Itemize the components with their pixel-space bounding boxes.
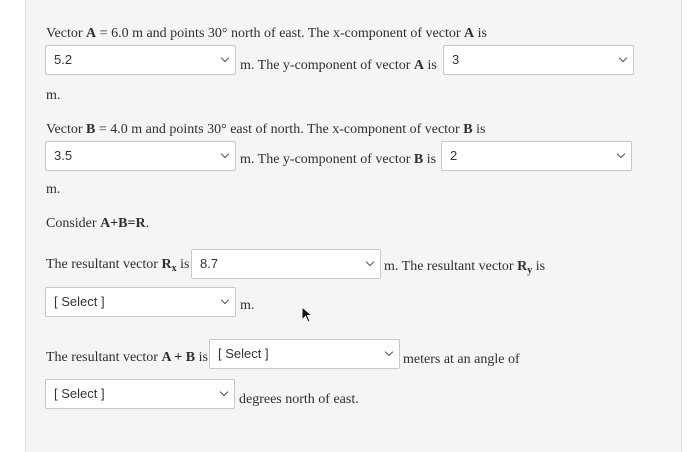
q2-lead: Vector xyxy=(46,122,83,137)
q1-lead: Vector xyxy=(46,26,83,41)
q2-mid-text: m. The y-component of vector xyxy=(240,152,411,167)
q2-y-value: 2 xyxy=(450,148,458,163)
q3-ry-dropdown[interactable] xyxy=(45,287,236,317)
q3-rx-lead: The resultant vector xyxy=(46,257,158,272)
q4-mid: meters at an angle of xyxy=(403,352,520,367)
q3-ry-tail: is xyxy=(535,259,546,274)
q4-unit: degrees north of east. xyxy=(239,392,359,407)
q4-angle-dropdown[interactable] xyxy=(45,379,235,409)
q1-mid xyxy=(240,57,437,74)
q1-statement xyxy=(46,25,487,42)
q2-x-dropdown[interactable] xyxy=(45,141,236,171)
q3-rx-value: 8.7 xyxy=(200,256,219,271)
q2-mid xyxy=(240,151,436,168)
q2-statement xyxy=(46,121,485,138)
q1-tail-2: is xyxy=(427,58,437,73)
consider-line xyxy=(46,215,149,232)
q4-magnitude-value: [ Select ] xyxy=(218,346,269,361)
q3-rx-vector: R xyxy=(161,257,172,272)
q2-x-value: 3.5 xyxy=(54,148,73,163)
q3-rx-tail: is xyxy=(180,257,190,272)
q3-rx-subscript: x xyxy=(171,263,177,274)
consider-lead: Consider xyxy=(46,216,97,231)
q3-ry-label xyxy=(384,258,545,279)
q1-vector-3: A xyxy=(413,58,425,73)
q1-y-value: 3 xyxy=(452,52,460,67)
chevron-down-icon xyxy=(221,296,229,304)
q3-ry-vector: R xyxy=(517,259,528,274)
q1-x-value: 5.2 xyxy=(54,52,73,67)
q3-rx-dropdown[interactable] xyxy=(191,249,381,279)
q2-vector-3: B xyxy=(413,152,424,167)
q1-mid-text: m. The y-component of vector xyxy=(240,58,411,73)
q1-x-dropdown[interactable] xyxy=(45,45,236,75)
chevron-down-icon xyxy=(221,54,229,62)
q2-y-dropdown[interactable] xyxy=(441,141,632,171)
q2-vector: B xyxy=(86,122,96,137)
q3-ry-unit: m. xyxy=(240,298,255,313)
q4-lead: The resultant vector xyxy=(46,350,158,365)
q1-vector-2: A xyxy=(464,26,475,41)
q4-vector-sum: A + B xyxy=(161,350,196,365)
q2-text: = 4.0 m and points 30° east of north. The x-component of vector xyxy=(98,122,460,137)
q3-ry-lead: m. The resultant vector xyxy=(384,259,514,274)
chevron-down-icon xyxy=(617,150,625,158)
chevron-down-icon xyxy=(220,388,228,396)
q1-tail: is xyxy=(477,26,487,41)
q2-tail: is xyxy=(476,122,486,137)
chevron-down-icon xyxy=(385,348,393,356)
q1-text: = 6.0 m and points 30° north of east. The x-component of vector xyxy=(99,26,461,41)
q3-ry-value: [ Select ] xyxy=(54,294,105,309)
chevron-down-icon xyxy=(619,54,627,62)
consider-end: . xyxy=(145,216,150,231)
q2-tail-2: is xyxy=(426,152,437,167)
q4-tail: is xyxy=(198,350,208,365)
chevron-down-icon xyxy=(366,258,374,266)
q1-vector: A xyxy=(86,26,97,41)
mouse-cursor-icon xyxy=(301,306,315,324)
q4-magnitude-dropdown[interactable] xyxy=(209,339,400,369)
q1-unit: m. xyxy=(46,88,61,103)
q4-label xyxy=(46,349,208,366)
consider-equation: A+B=R xyxy=(100,216,146,231)
q4-angle-value: [ Select ] xyxy=(54,386,105,401)
q2-vector-2: B xyxy=(463,122,473,137)
q1-y-dropdown[interactable] xyxy=(443,45,634,75)
q3-ry-subscript: y xyxy=(527,265,533,276)
q2-unit: m. xyxy=(46,182,61,197)
chevron-down-icon xyxy=(221,150,229,158)
q3-rx-label xyxy=(46,256,189,277)
